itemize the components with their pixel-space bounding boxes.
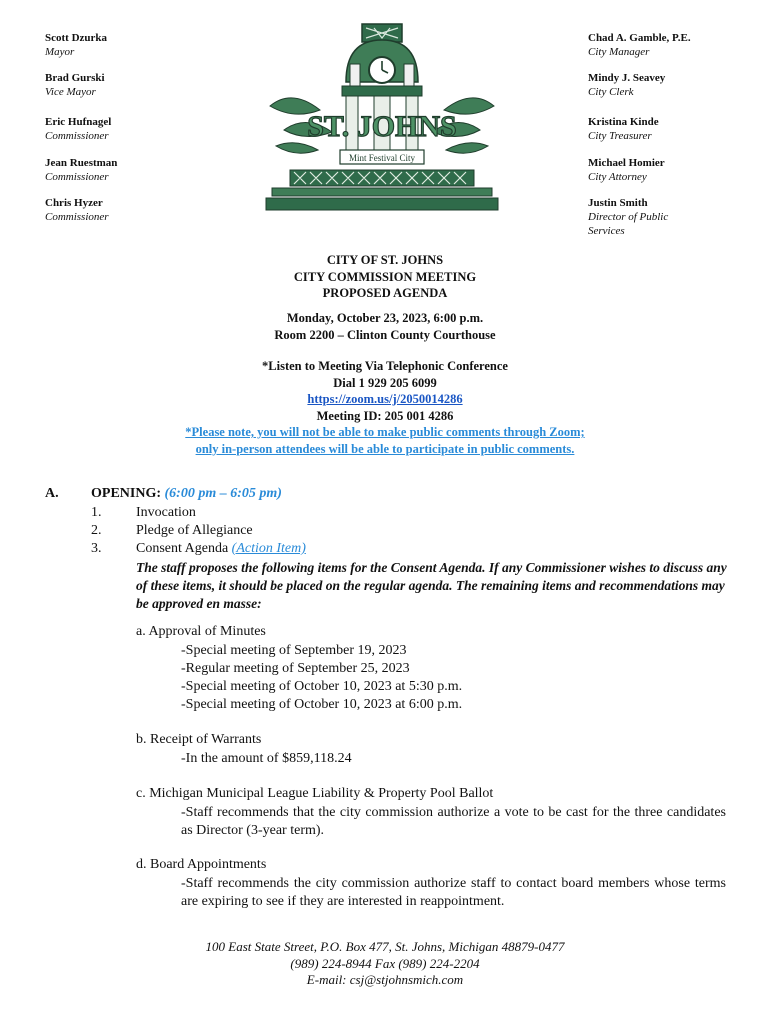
subitem-warrants: b. Receipt of Warrants	[136, 732, 262, 747]
warrants-amount: -In the amount of $859,118.24	[181, 751, 352, 766]
public-comment-note-2: only in-person attendees will be able to participate in public comments.	[195, 441, 575, 456]
section-letter: A.	[45, 486, 59, 501]
official-vice-mayor	[45, 71, 205, 99]
city-logo	[262, 18, 502, 214]
item-number: 2.	[91, 523, 102, 538]
meeting-id: Meeting ID: 205 001 4286	[316, 408, 454, 423]
section-time: (6:00 pm – 6:05 pm)	[164, 486, 282, 501]
official-name: Scott Dzurka	[45, 32, 108, 44]
official-title: City Treasurer	[588, 130, 652, 142]
official-public-services	[588, 196, 748, 238]
zoom-link[interactable]: https://zoom.us/j/2050014286	[307, 392, 463, 406]
minutes-line: -Special meeting of October 10, 2023 at 5:30 p.m.	[181, 679, 463, 694]
document-title: PROPOSED AGENDA	[322, 286, 448, 300]
minutes-line: -Special meeting of October 10, 2023 at 6:00 p.m.	[181, 697, 463, 712]
meeting-room: Room 2200 – Clinton County Courthouse	[274, 327, 496, 342]
logo-wordmark: ST. JOHNS	[307, 110, 457, 143]
official-commissioner-2	[45, 156, 205, 184]
official-title: Mayor	[45, 46, 75, 58]
subitem-board-appointments: d. Board Appointments	[136, 857, 267, 872]
official-name: Chris Hyzer	[45, 197, 103, 209]
mml-recommendation: -Staff recommends that the city commission authorize a vote to be cast for the three candidates as Director (3-year term).	[181, 805, 726, 838]
official-title: City Clerk	[588, 86, 634, 98]
official-name: Eric Hufnagel	[45, 116, 112, 128]
city-name: CITY OF ST. JOHNS	[326, 253, 444, 267]
item-pledge: Pledge of Allegiance	[136, 523, 253, 538]
official-title: Director of Public	[588, 211, 669, 223]
official-title: City Manager	[588, 46, 650, 58]
official-title: Commissioner	[45, 130, 109, 142]
consent-intro: The staff proposes the following items for the Consent Agenda. If any Commissioner wishes to discuss any of these items, it should be placed on the regular agenda. The remaining items and recommendations may be approved en masse:	[136, 560, 727, 611]
agenda-heading	[0, 252, 770, 302]
official-title: Commissioner	[45, 211, 109, 223]
meeting-date: Monday, October 23, 2023, 6:00 p.m.	[286, 311, 484, 325]
meeting-details	[0, 310, 770, 343]
item-label: Consent Agenda	[136, 541, 229, 556]
page-footer	[0, 939, 770, 989]
action-item-link[interactable]: (Action Item)	[231, 541, 306, 556]
item-invocation: Invocation	[136, 505, 196, 520]
official-commissioner-3	[45, 196, 205, 224]
footer-email[interactable]: E-mail: csj@stjohnsmich.com	[306, 972, 464, 987]
meeting-name: CITY COMMISSION MEETING	[293, 269, 477, 284]
official-name: Mindy J. Seavey	[588, 72, 666, 84]
section-title-text: OPENING:	[91, 486, 161, 501]
official-commissioner-1	[45, 115, 205, 143]
official-city-manager	[588, 31, 748, 59]
official-title: City Attorney	[588, 171, 647, 183]
telephonic-info	[0, 358, 770, 457]
official-city-clerk	[588, 71, 748, 99]
section-title	[91, 486, 282, 502]
official-city-attorney	[588, 156, 748, 184]
official-name: Michael Homier	[588, 157, 665, 169]
official-city-treasurer	[588, 115, 748, 143]
minutes-line: -Special meeting of September 19, 2023	[181, 643, 407, 658]
minutes-line: -Regular meeting of September 25, 2023	[181, 661, 410, 676]
listen-note: *Listen to Meeting Via Telephonic Conference	[262, 359, 508, 373]
item-number: 1.	[91, 505, 102, 520]
board-recommendation: -Staff recommends the city commission authorize staff to contact board members whose terms are expiring to see if they are interested in reappointment.	[181, 876, 726, 909]
item-number: 3.	[91, 541, 102, 556]
official-name: Chad A. Gamble, P.E.	[588, 32, 691, 44]
official-mayor	[45, 31, 205, 59]
dial-number: Dial 1 929 205 6099	[333, 375, 437, 390]
public-comment-note-1: *Please note, you will not be able to make public comments through Zoom;	[185, 425, 585, 439]
official-title: Commissioner	[45, 171, 109, 183]
official-name: Justin Smith	[588, 197, 648, 209]
item-consent-agenda	[136, 541, 306, 557]
official-name: Brad Gurski	[45, 72, 105, 84]
footer-phone: (989) 224-8944 Fax (989) 224-2204	[290, 955, 480, 971]
subitem-approval-minutes: a. Approval of Minutes	[136, 624, 266, 639]
official-title: Vice Mayor	[45, 86, 96, 98]
logo-banner: Mint Festival City	[348, 153, 416, 163]
subitem-mml-ballot: c. Michigan Municipal League Liability & Property Pool Ballot	[136, 786, 494, 801]
official-title-cont: Services	[588, 225, 625, 237]
official-name: Jean Ruestman	[45, 157, 118, 169]
footer-address: 100 East State Street, P.O. Box 477, St. Johns, Michigan 48879-0477	[205, 939, 565, 954]
official-name: Kristina Kinde	[588, 116, 659, 128]
